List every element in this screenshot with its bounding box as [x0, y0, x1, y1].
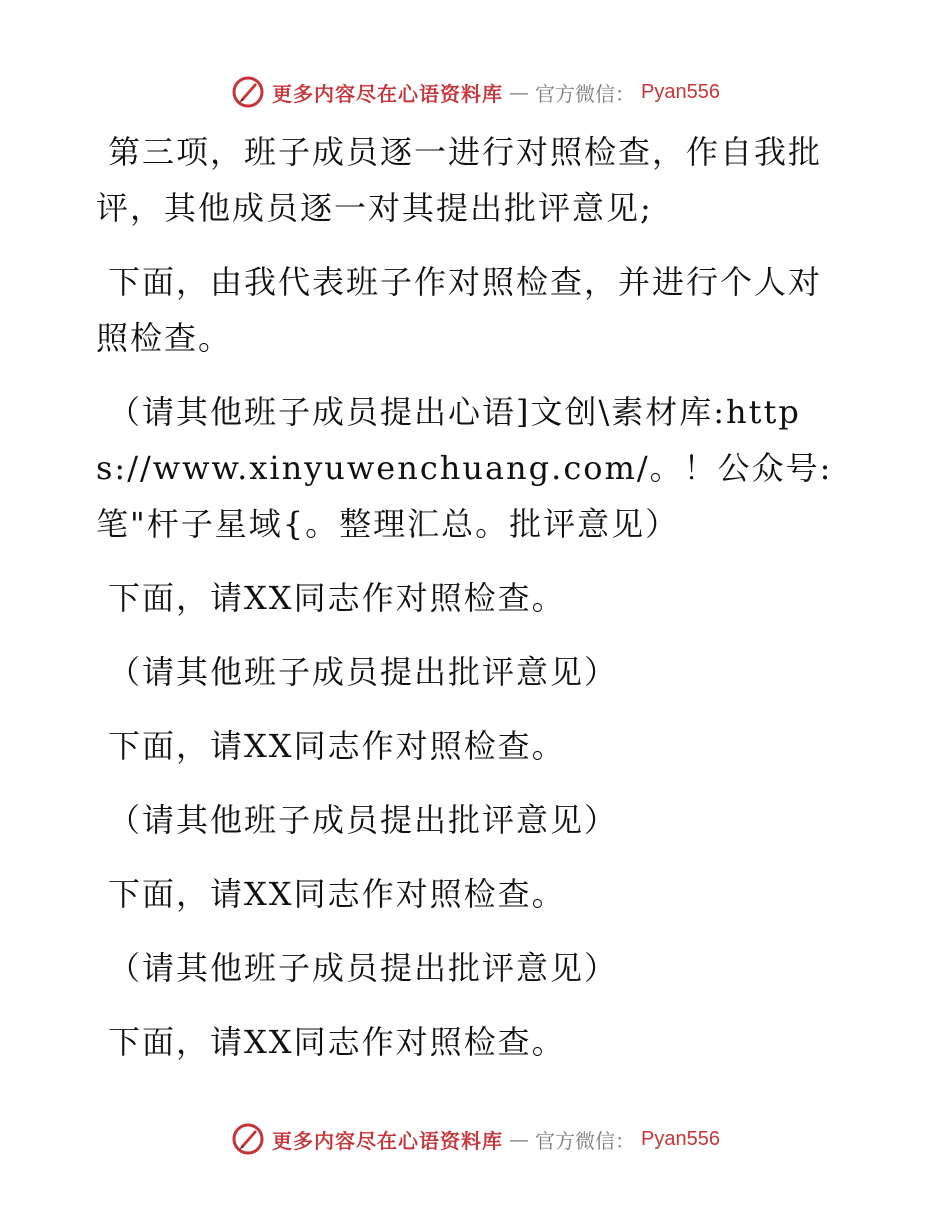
header-contact-label: 官方微信：	[535, 81, 636, 106]
header-brand-text: 更多内容尽在心语资料库	[272, 81, 504, 106]
footer-brand-bar	[0, 1117, 950, 1161]
paragraph: 下面，请XX同志作对照检查。	[108, 727, 566, 765]
header-contact-id: Pyan556	[641, 80, 720, 103]
paragraph: （请其他班子成员提出批评意见）	[108, 653, 619, 691]
paragraph: 第三项，班子成员逐一进行对照检查，作自我批评，其他成员逐一对其提出批评意见;	[96, 133, 823, 227]
header-brand-separator: —	[509, 80, 530, 104]
footer-contact-id: Pyan556	[641, 1127, 720, 1150]
paragraph: 下面，请XX同志作对照检查。	[108, 579, 566, 617]
paragraph: （请其他班子成员提出批评意见）	[108, 949, 619, 987]
paragraph: （请其他班子成员提出批评意见）	[108, 801, 619, 839]
paragraph: 下面，请XX同志作对照检查。	[108, 1023, 566, 1061]
document-body	[96, 124, 836, 1088]
paragraph: （请其他班子成员提出心语]文创\素材库:https://www.xinyuwenchuang.com/。！公众号:笔"杆子星域{。整理汇总。批评意见）	[96, 393, 833, 543]
footer-contact-label: 官方微信：	[535, 1128, 636, 1153]
quill-pen-logo-icon	[230, 1121, 266, 1157]
header-brand-bar	[0, 70, 950, 114]
quill-pen-logo-icon	[230, 74, 266, 110]
paragraph: 下面，由我代表班子作对照检查，并进行个人对照检查。	[96, 263, 823, 357]
paragraph: 下面，请XX同志作对照检查。	[108, 875, 566, 913]
footer-brand-separator: —	[509, 1127, 530, 1151]
footer-brand-text: 更多内容尽在心语资料库	[272, 1128, 504, 1153]
